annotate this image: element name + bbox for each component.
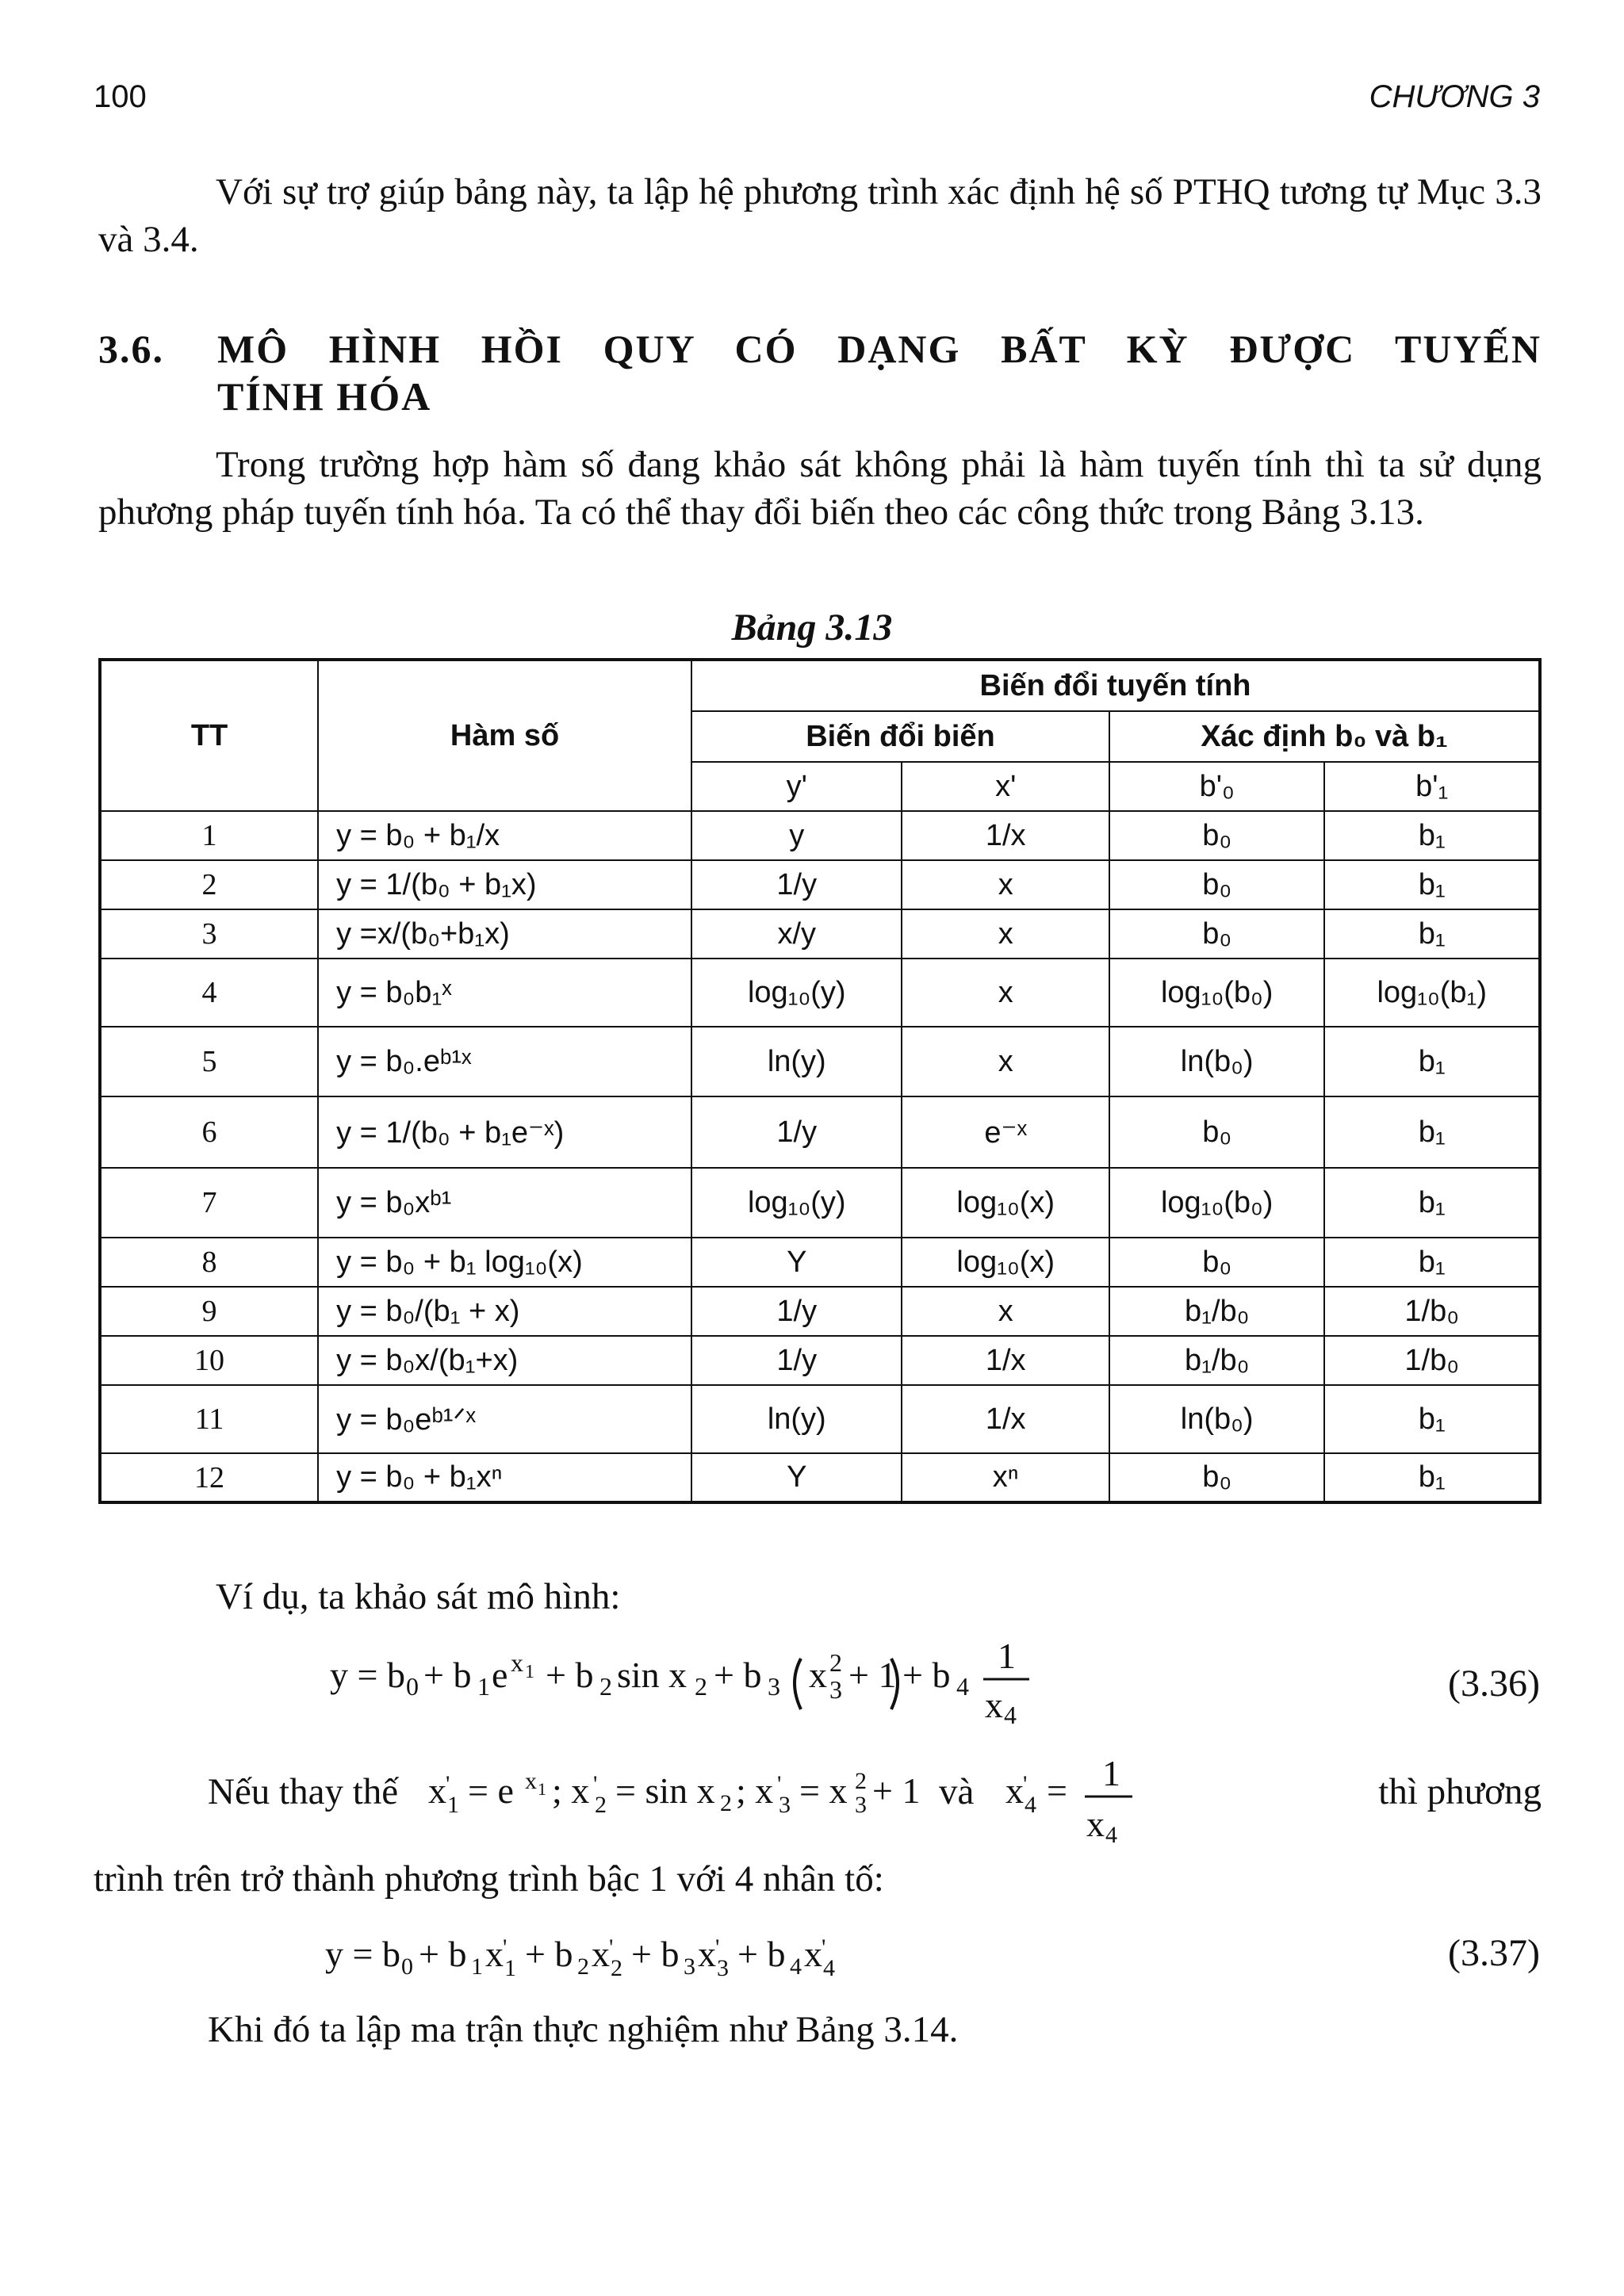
svg-text:2: 2	[855, 1768, 867, 1794]
svg-text:x: x	[985, 1685, 1003, 1725]
svg-text:x: x	[804, 1934, 822, 1974]
svg-text:1: 1	[447, 1792, 459, 1818]
svg-text:': '	[1023, 1771, 1028, 1797]
equation-3-36	[330, 1636, 1202, 1732]
svg-text:+ b: + b	[631, 1934, 680, 1974]
cell-x-prime: log₁₀(x)	[902, 1238, 1109, 1287]
svg-text:2: 2	[599, 1672, 612, 1701]
svg-text:': '	[446, 1771, 450, 1797]
substitution-line	[208, 1760, 1542, 1847]
cell-tt: 6	[100, 1096, 318, 1168]
cell-x-prime: x	[902, 860, 1109, 909]
svg-text:0: 0	[401, 1954, 413, 1980]
cell-x-prime: e⁻ˣ	[902, 1096, 1109, 1168]
header-function: Hàm số	[318, 660, 691, 811]
cell-x-prime: x	[902, 1287, 1109, 1336]
svg-text:; x: ; x	[736, 1770, 774, 1811]
table-row	[100, 1385, 1540, 1453]
cell-y-prime: 1/y	[691, 860, 902, 909]
running-head: CHƯƠNG 3	[1369, 79, 1540, 114]
cell-b1-prime: b₁	[1324, 860, 1540, 909]
cell-x-prime: log₁₀(x)	[902, 1168, 1109, 1238]
svg-text:+ 1: + 1	[848, 1655, 897, 1695]
page-number: 100	[94, 79, 147, 114]
cell-y-prime: Y	[691, 1453, 902, 1502]
table-row	[100, 1287, 1540, 1336]
cell-tt: 12	[100, 1453, 318, 1502]
svg-text:+ b: + b	[902, 1655, 951, 1695]
section-title-line2: TÍNH HÓA	[217, 374, 432, 419]
svg-text:0: 0	[406, 1672, 419, 1701]
svg-text:+ b: + b	[419, 1934, 467, 1974]
svg-text:4: 4	[1004, 1701, 1017, 1729]
svg-text:x: x	[698, 1934, 716, 1974]
svg-text:3: 3	[779, 1792, 791, 1818]
svg-text:x: x	[809, 1655, 827, 1695]
table-caption: Bảng 3.13	[731, 607, 893, 649]
substitution-and: và	[939, 1771, 975, 1812]
header-b1-prime: b'₁	[1324, 762, 1540, 811]
cell-b1-prime: 1/b₀	[1324, 1287, 1540, 1336]
svg-text:1: 1	[538, 1779, 546, 1799]
svg-text:+ b: + b	[737, 1934, 786, 1974]
cell-b1-prime: b₁	[1324, 1453, 1540, 1502]
svg-text:x: x	[428, 1770, 446, 1811]
svg-text:4: 4	[956, 1672, 969, 1701]
svg-text:=: =	[1047, 1770, 1067, 1811]
header-linear-transform: Biến đổi tuyến tính	[691, 660, 1540, 711]
cell-tt: 9	[100, 1287, 318, 1336]
substitution-continuation: trình trên trở thành phương trình bậc 1 với 4 nhân tố:	[94, 1858, 884, 1900]
cell-x-prime: x	[902, 1027, 1109, 1096]
cell-tt: 5	[100, 1027, 318, 1096]
svg-text:x: x	[1005, 1770, 1024, 1811]
equation-number-3-37: (3.37)	[1448, 1932, 1540, 1974]
header-tt: TT	[100, 660, 318, 811]
svg-text:= x: = x	[799, 1770, 848, 1811]
svg-text:4: 4	[790, 1954, 802, 1980]
cell-y-prime: ln(y)	[691, 1385, 902, 1453]
cell-b1-prime: b₁	[1324, 811, 1540, 860]
section-paragraph: Trong trường hợp hàm số đang khảo sát không phải là hàm tuyến tính thì ta sử dụng phương pháp tuyến tính hóa. Ta có thể thay đổi biến theo các công thức trong Bảng 3.13.	[98, 444, 1542, 533]
table-row	[100, 1168, 1540, 1238]
svg-text:x: x	[592, 1934, 610, 1974]
svg-text:y = b: y = b	[330, 1655, 405, 1695]
cell-function: y = b₀.eᵇ¹ˣ	[318, 1027, 691, 1096]
cell-x-prime: 1/x	[902, 1385, 1109, 1453]
header-variable-transform: Biến đổi biến	[691, 711, 1109, 762]
cell-y-prime: ln(y)	[691, 1027, 902, 1096]
table-row	[100, 959, 1540, 1027]
cell-b1-prime: b₁	[1324, 1238, 1540, 1287]
cell-tt: 10	[100, 1336, 318, 1385]
svg-text:3: 3	[829, 1675, 842, 1704]
cell-b0-prime: b₀	[1109, 860, 1325, 909]
cell-tt: 11	[100, 1385, 318, 1453]
table-row	[100, 1027, 1540, 1096]
cell-function: y = b₀x/(b₁+x)	[318, 1336, 691, 1385]
cell-function: y = b₀b₁ˣ	[318, 959, 691, 1027]
svg-text:2: 2	[695, 1672, 707, 1701]
cell-y-prime: 1/y	[691, 1287, 902, 1336]
cell-y-prime: log₁₀(y)	[691, 959, 902, 1027]
equation-3-37	[325, 1923, 1039, 1995]
svg-text:1: 1	[998, 1636, 1016, 1676]
cell-function: y = b₀ + b₁xⁿ	[318, 1453, 691, 1502]
header-y-prime: y'	[691, 762, 902, 811]
cell-b1-prime: b₁	[1324, 1027, 1540, 1096]
cell-b0-prime: b₀	[1109, 811, 1325, 860]
cell-b1-prime: b₁	[1324, 1096, 1540, 1168]
cell-tt: 8	[100, 1238, 318, 1287]
svg-text:4: 4	[823, 1955, 835, 1981]
svg-text:1: 1	[471, 1954, 483, 1980]
svg-text:': '	[822, 1934, 826, 1961]
svg-text:1: 1	[477, 1672, 490, 1701]
svg-text:3: 3	[717, 1955, 729, 1981]
cell-function: y =x/(b₀+b₁x)	[318, 909, 691, 959]
svg-text:3: 3	[855, 1792, 867, 1818]
cell-b0-prime: b₀	[1109, 1238, 1325, 1287]
cell-y-prime: Y	[691, 1238, 902, 1287]
svg-text:1: 1	[504, 1955, 516, 1981]
svg-text:x: x	[485, 1934, 504, 1974]
cell-b0-prime: b₁/b₀	[1109, 1287, 1325, 1336]
cell-function: y = b₀xᵇ¹	[318, 1168, 691, 1238]
cell-function: y = b₀/(b₁ + x)	[318, 1287, 691, 1336]
header-coef: Xác định b₀ và b₁	[1109, 711, 1540, 762]
cell-function: y = b₀ + b₁ log₁₀(x)	[318, 1238, 691, 1287]
cell-b0-prime: b₁/b₀	[1109, 1336, 1325, 1385]
cell-tt: 3	[100, 909, 318, 959]
svg-text:3: 3	[768, 1672, 780, 1701]
table-row	[100, 860, 1540, 909]
svg-text:': '	[503, 1934, 508, 1961]
cell-x-prime: x	[902, 909, 1109, 959]
svg-text:4: 4	[1105, 1822, 1117, 1847]
table-row	[100, 811, 1540, 860]
svg-text:2: 2	[829, 1648, 842, 1677]
cell-y-prime: log₁₀(y)	[691, 1168, 902, 1238]
cell-b0-prime: b₀	[1109, 1453, 1325, 1502]
equation-number-3-36: (3.36)	[1448, 1663, 1540, 1705]
cell-tt: 1	[100, 811, 318, 860]
table-row	[100, 1453, 1540, 1502]
cell-tt: 2	[100, 860, 318, 909]
svg-text:; x: ; x	[552, 1770, 590, 1811]
svg-text:2: 2	[611, 1955, 622, 1981]
header-b0-prime: b'₀	[1109, 762, 1325, 811]
cell-function: y = 1/(b₀ + b₁x)	[318, 860, 691, 909]
transform-table	[98, 658, 1542, 1504]
svg-text:x: x	[525, 1768, 537, 1794]
cell-b0-prime: b₀	[1109, 1096, 1325, 1168]
svg-text:y = b: y = b	[325, 1934, 400, 1974]
example-intro: Ví dụ, ta khảo sát mô hình:	[216, 1576, 621, 1617]
section-number: 3.6.	[98, 327, 164, 371]
svg-text:= e: = e	[468, 1770, 514, 1811]
table-row	[100, 909, 1540, 959]
cell-b1-prime: b₁	[1324, 1385, 1540, 1453]
cell-y-prime: y	[691, 811, 902, 860]
table-row	[100, 1336, 1540, 1385]
svg-text:2: 2	[595, 1792, 607, 1818]
svg-text:+ b: + b	[714, 1655, 762, 1695]
svg-text:2: 2	[720, 1790, 732, 1816]
closing-paragraph: Khi đó ta lập ma trận thực nghiệm như Bảng 3.14.	[208, 2009, 959, 2050]
equation-3-36-graphic	[330, 1636, 1202, 1739]
cell-b0-prime: b₀	[1109, 909, 1325, 959]
cell-y-prime: 1/y	[691, 1336, 902, 1385]
cell-b1-prime: b₁	[1324, 1168, 1540, 1238]
cell-tt: 7	[100, 1168, 318, 1238]
svg-text:2: 2	[577, 1954, 589, 1980]
svg-text:': '	[593, 1771, 598, 1797]
cell-x-prime: 1/x	[902, 811, 1109, 860]
svg-text:= sin x: = sin x	[615, 1770, 715, 1811]
cell-function: y = b₀ + b₁/x	[318, 811, 691, 860]
svg-text:+ b: + b	[546, 1655, 594, 1695]
svg-text:+ b: + b	[525, 1934, 573, 1974]
cell-b0-prime: ln(b₀)	[1109, 1027, 1325, 1096]
intro-paragraph: Với sự trợ giúp bảng này, ta lập hệ phương trình xác định hệ số PTHQ tương tự Mục 3.3 và 3.4.	[98, 171, 1542, 260]
substitution-formulas	[428, 1760, 1221, 1847]
equation-3-37-graphic	[325, 1923, 1039, 1995]
cell-y-prime: x/y	[691, 909, 902, 959]
svg-text:+ 1: + 1	[872, 1770, 921, 1811]
svg-text:': '	[777, 1771, 782, 1797]
cell-b1-prime: 1/b₀	[1324, 1336, 1540, 1385]
svg-text:x: x	[511, 1648, 523, 1677]
cell-b1-prime: log₁₀(b₁)	[1324, 959, 1540, 1027]
table-row	[100, 1238, 1540, 1287]
cell-b0-prime: log₁₀(b₀)	[1109, 959, 1325, 1027]
cell-y-prime: 1/y	[691, 1096, 902, 1168]
cell-x-prime: 1/x	[902, 1336, 1109, 1385]
substitution-lead: Nếu thay thế	[208, 1771, 399, 1812]
svg-text:1: 1	[525, 1662, 534, 1682]
svg-text:x: x	[1086, 1804, 1105, 1844]
table-row	[100, 1096, 1540, 1168]
cell-b0-prime: log₁₀(b₀)	[1109, 1168, 1325, 1238]
svg-text:3: 3	[684, 1954, 695, 1980]
section-heading	[98, 325, 1542, 420]
section-title-line1: MÔ HÌNH HỒI QUY CÓ DẠNG BẤT KỲ ĐƯỢC TUYẾN	[217, 327, 1542, 371]
header-x-prime: x'	[902, 762, 1109, 811]
svg-text:+ b: + b	[423, 1655, 472, 1695]
svg-text:1: 1	[1102, 1760, 1120, 1793]
svg-text:sin x: sin x	[617, 1655, 688, 1695]
svg-text:': '	[715, 1934, 720, 1961]
svg-text:4: 4	[1025, 1792, 1036, 1818]
cell-b1-prime: b₁	[1324, 909, 1540, 959]
svg-text:e: e	[492, 1655, 508, 1695]
cell-x-prime: xⁿ	[902, 1453, 1109, 1502]
substitution-tail: thì phương	[1378, 1771, 1542, 1812]
cell-x-prime: x	[902, 959, 1109, 1027]
svg-text:': '	[609, 1934, 614, 1961]
cell-tt: 4	[100, 959, 318, 1027]
cell-function: y = b₀eᵇ¹ᐟˣ	[318, 1385, 691, 1453]
cell-b0-prime: ln(b₀)	[1109, 1385, 1325, 1453]
cell-function: y = 1/(b₀ + b₁e⁻ˣ)	[318, 1096, 691, 1168]
